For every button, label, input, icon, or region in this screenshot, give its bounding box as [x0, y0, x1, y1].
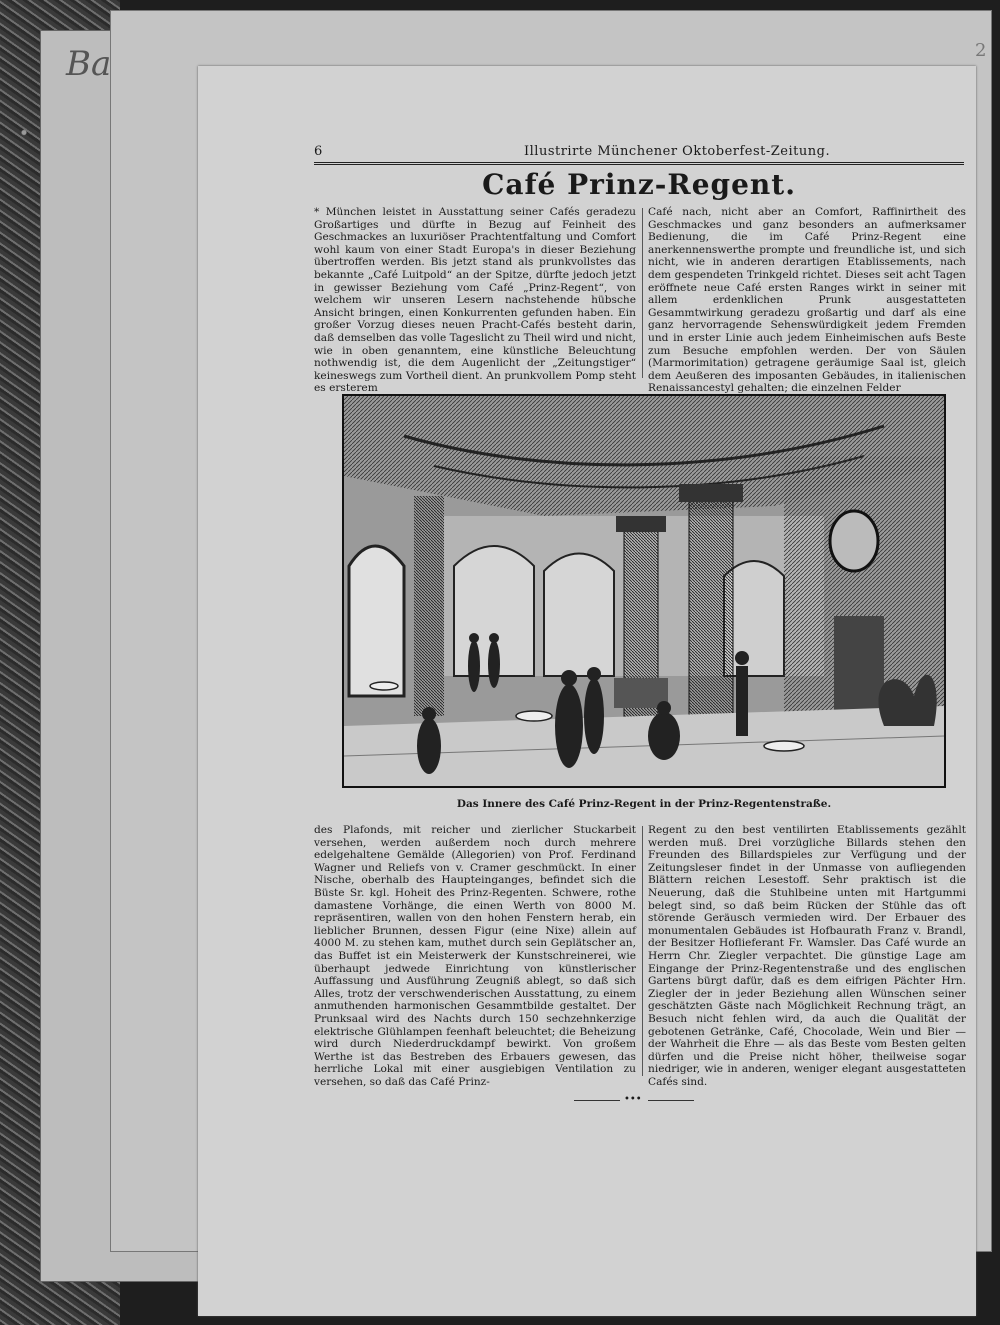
end-ornament [574, 1094, 694, 1106]
article-column-bottom-right: Regent zu den best ventilirten Etablissements gezählt werden muß. Drei vorzügliche Billards stehen den Freunden des Billardspieles zur Verfügung und der Zeitungsleser findet in der Unmasse von aufliegenden Blättern reichen Lesestoff. Sehr praktisch ist die Neuerung, daß die Stuhlbeine unten mit Hartgummi belegt sind, so daß beim Rücken der Stühle das oft störende Geräusch vermieden wird. Der Erbauer des monumentalen Gebäudes ist Hofbaurath Franz v. Brandl, der Besitzer Hoflieferant Fr. Wamsler. Das Café wurde an Herrn Chr. Ziegler verpachtet. Die günstige Lage am Eingange der Prinz-Regentenstraße und des englischen Gartens bürgt dafür, daß es dem eifrigen Pächter Hrn. Ziegler der in jeder Beziehung allen Wünschen seiner geschätzten Gäste nach Möglichkeit Rechnung trägt, an Besuch nicht fehlen wird, da auch die Qualität der gebotenen Getränke, Café, Chocolade, Wein und Bier — der Wahrheit die Ehre — als das Beste vom Besten gelten dürfen und die Preise nicht höher, theilweise sogar niedriger, wie in anderen, weniger elegant ausgestatteten Cafés sind. [648, 824, 966, 1088]
journal-title: Illustrirte Münchener Oktoberfest-Zeitung. [524, 144, 831, 159]
column-divider [642, 826, 643, 1076]
article-column-bottom-left: des Plafonds, mit reicher und zierlicher Stuckarbeit versehen, werden außerdem noch durch mehrere edelgehaltene Gemälde (Allegorien) von Prof. Ferdinand Wagner und Reliefs von v. Cramer geschmückt. In einer Nische, oberhalb des Haupteinganges, befindet sich die Büste Sr. kgl. Hoheit des Prinz-Regenten. Schwere, rothe damastene Vorhänge, die einen Werth von 8000 M. repräsentiren, wallen von den hohen Fenstern herab, ein lieblicher Brunnen, dessen Figur (eine Nixe) allein auf 4000 M. zu stehen kam, muthet durch sein Geplätscher an, das Buffet ist ein Meisterwerk der Kunstschreinerei, wie überhaupt jedwede Einrichtung von künstlerischer Auffassung und Ausführung Zeugniß ablegt, so daß sich Alles, trotz der verschwenderischen Ausstattung, zu einem anmuthenden harmonischen Gesammtbilde gestaltet. Der Prunksaal wird des Nachts durch 150 sechzehnkerzige elektrische Glühlampen feenhaft beleuchtet; die Beheizung wird durch Niederdruckdampf bewirkt. Von großem Werthe ist das Bestreben des Erbauers gewesen, das herrliche Lokal mit einer ausgiebigen Ventilation zu versehen, so daß das Café Prinz- [314, 824, 636, 1088]
engraving-illustration [342, 394, 946, 788]
column-divider [642, 208, 643, 378]
cafe-interior-engraving [344, 396, 944, 786]
page-header [314, 140, 964, 165]
page-number: 6 [314, 144, 323, 159]
figure-caption: Das Innere des Café Prinz-Regent in der Prinz-Regentenstraße. [456, 798, 832, 810]
article-title: Café Prinz-Regent. [482, 168, 796, 201]
ornament-dots: ••• [624, 1094, 642, 1105]
newspaper-page [198, 66, 976, 1316]
ornament-line-left [574, 1100, 620, 1101]
corner-mark: 2 [975, 40, 987, 61]
handwritten-note: Ba [66, 44, 112, 84]
article-column-top-right: Café nach, nicht aber an Comfort, Raffinirtheit des Geschmackes und ganz besonders an aufmerksamer Bedienung, die im Café Prinz-Regent eine anerkennenswerthe prompte und freundliche ist, und sich nicht, wie in anderen derartigen Etablissements, nach dem gespendeten Trinkgeld richtet. Dieses seit acht Tagen eröffnete neue Café ersten Ranges wirkt in seiner mit allem erdenklichen Prunk ausgestatteten Gesammtwirkung geradezu großartig und darf als eine ganz hervorragende Sehenswürdigkeit jedem Fremden und in erster Linie auch jedem Einheimischen aufs Beste zum Besuche empfohlen werden. Der von Säulen (Marmorimitation) getragene geräumige Saal ist, gleich dem Aeußeren des imposanten Gebäudes, in italienischen Renaissancestyl gehalten; die einzelnen Felder [648, 206, 966, 395]
article-column-top-left: * München leistet in Ausstattung seiner Cafés geradezu Großartiges und dürfte in Bezug auf Feinheit des Geschmackes an luxuriöser Prachtentfaltung und Comfort wohl kaum von einer Stadt Europa's in dieser Beziehung übertroffen werden. Bis jetzt stand als prunkvollstes das bekannte „Café Luitpold“ an der Spitze, dürfte jedoch jetzt in gewisser Beziehung vom Café „Prinz-Regent“, von welchem wir unseren Lesern nachstehende hübsche Ansicht bringen, einen Konkurrenten gefunden haben. Ein großer Vorzug dieses neuen Pracht-Cafés besteht darin, daß demselben das volle Tageslicht zu Theil wird und nicht, wie in oben genanntem, eine künstliche Beleuchtung nothwendig ist, die dem Augenlicht der „Zeitungstiger“ keineswegs zum Vortheil dient. An prunkvollem Pomp steht es ersterem [314, 206, 636, 395]
ornament-line-right [648, 1100, 694, 1101]
